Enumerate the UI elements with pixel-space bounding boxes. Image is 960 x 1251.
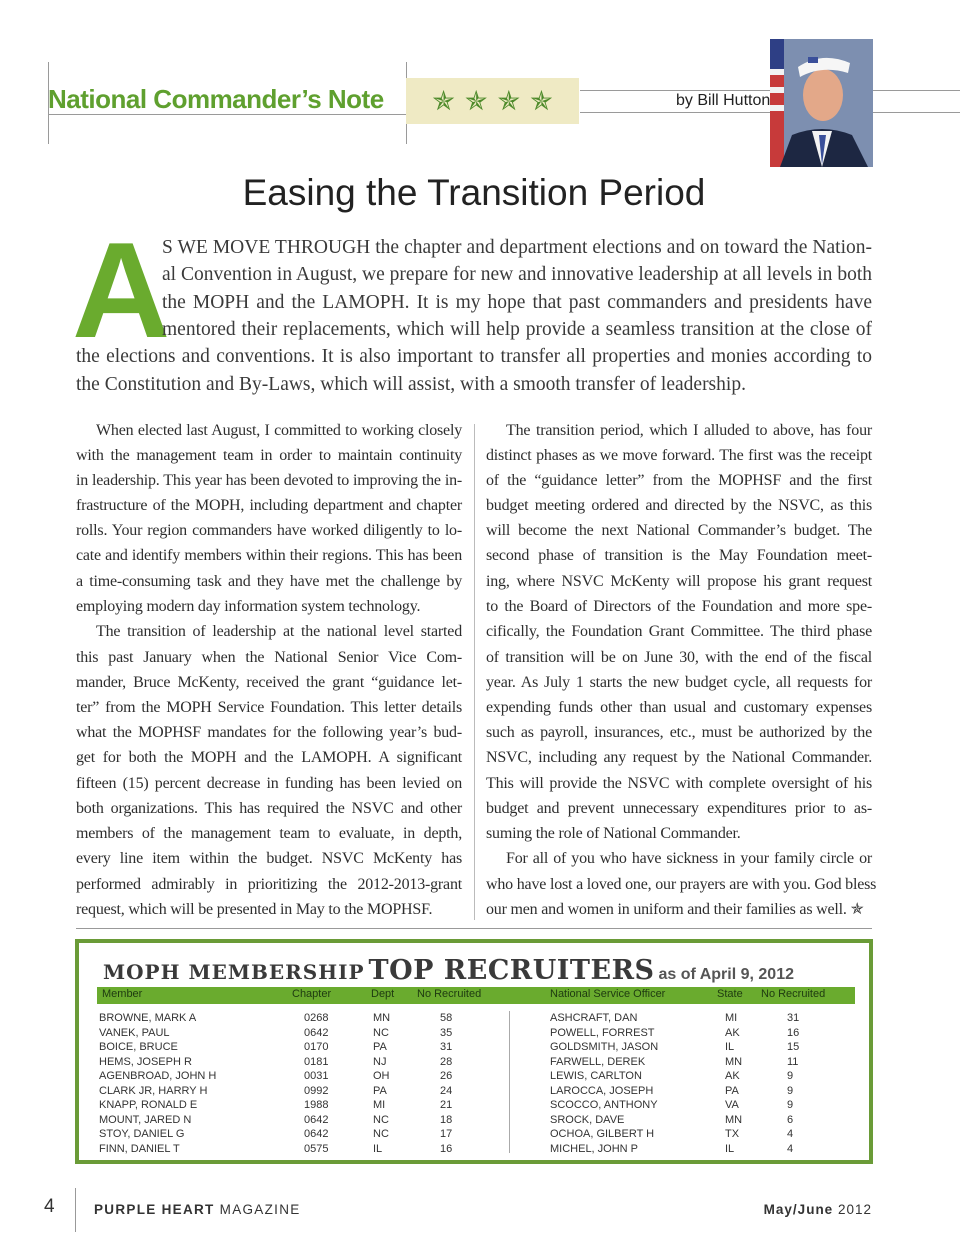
col-header-member: Member <box>102 988 143 1000</box>
body-line: both organizations. This has required the NSVC and other <box>76 800 462 817</box>
officer-state: MN <box>725 1055 743 1068</box>
officer-state: AK <box>725 1070 740 1082</box>
col-header-officer: National Service Officer <box>550 988 666 1000</box>
body-line: a time-consuming task and they have met the challenge by <box>76 573 462 590</box>
member-name: FINN, DANIEL T <box>99 1142 180 1155</box>
lede-line: the elections and conventions. It is also important to transfer all properties and monies according to <box>76 346 872 367</box>
member-chapter: 1988 <box>304 1099 329 1111</box>
officer-recruited: 16 <box>787 1026 800 1039</box>
member-recruited: 18 <box>440 1113 453 1126</box>
lede-line: the MOPH and the LAMOPH. It is my hope that past commanders and presidents have <box>162 292 872 313</box>
article-title: Easing the Transition Period <box>242 172 706 213</box>
member-dept: OH <box>373 1070 390 1082</box>
officer-name: SCOCCO, ANTHONY <box>550 1099 658 1111</box>
member-dept: IL <box>373 1142 383 1155</box>
star-icon: ✯ <box>464 85 488 117</box>
officer-state: TX <box>725 1128 740 1140</box>
body-line: what the MOPHSF mandates for the following year’s bud- <box>76 724 462 741</box>
body-line: to the Board of Directors of the Foundation and more spe- <box>486 598 872 615</box>
officer-recruited: 31 <box>787 1012 800 1024</box>
body-line: This will provide the NSVC with complete oversight of his <box>486 775 872 792</box>
body-line: ing, where NSVC McKenty will propose his grant request <box>486 573 872 590</box>
member-recruited: 16 <box>440 1142 453 1155</box>
officer-state: MI <box>725 1012 738 1024</box>
publication-name-rest: MAGAZINE <box>214 1202 301 1217</box>
lede-line: S WE MOVE THROUGH the chapter and department elections and on toward the Nation- <box>162 237 872 258</box>
officer-state: IL <box>725 1142 735 1155</box>
member-dept: NC <box>373 1026 389 1039</box>
member-recruited: 17 <box>440 1128 453 1140</box>
body-line: When elected last August, I committed to working closely <box>96 422 462 439</box>
member-dept: PA <box>373 1084 387 1097</box>
issue-date-bold: May/June <box>763 1202 834 1217</box>
member-dept: MI <box>373 1099 386 1111</box>
body-line: expending funds other than usual and customary expenses <box>486 699 872 716</box>
officer-name: LAROCCA, JOSEPH <box>550 1084 654 1097</box>
officer-name: OCHOA, GILBERT H <box>550 1128 655 1140</box>
body-line: cifically, the Foundation Grant Committee. The third phase <box>486 623 872 640</box>
body-line: budget and prevent unnecessary expenditures prior to as- <box>486 800 872 817</box>
body-line: employing modern day information system technology. <box>76 598 421 615</box>
body-line: who have lost a loved one, our prayers are with you. God bless <box>486 876 877 893</box>
body-line: The transition of leadership at the national level started <box>96 623 462 640</box>
body-line: The transition period, which I alluded to above, has four <box>506 422 872 439</box>
member-dept: NC <box>373 1128 389 1140</box>
member-recruited: 35 <box>440 1026 453 1039</box>
lede-line: the Constitution and By-Laws, which will assist, with a smooth transfer of leadership. <box>76 374 746 395</box>
body-line: get for both the MOPH and the LAMOPH. A significant <box>76 749 462 766</box>
member-recruited: 21 <box>440 1099 453 1111</box>
body-line: members of the management team to evaluate, in depth, <box>76 825 462 842</box>
top-recruiters-box <box>75 939 873 1164</box>
author-portrait <box>770 39 873 167</box>
footer-rule <box>75 1188 76 1232</box>
body-line: budget meeting ordered and directed by the NSVC, as this <box>486 497 872 514</box>
member-chapter: 0170 <box>304 1041 329 1053</box>
body-line: frastructure of the MOPH, including department and chapter <box>76 497 462 514</box>
issue-date-rest: 2012 <box>833 1202 872 1217</box>
body-line: distinct phases as we move forward. The first was the receipt <box>486 447 872 464</box>
officer-name: ASHCRAFT, DAN <box>550 1012 638 1024</box>
recruiters-date: as of April 9, 2012 <box>658 966 794 983</box>
member-name: KNAPP, RONALD E <box>99 1099 198 1111</box>
body-line: year. As July 1 starts the new budget cycle, all requests for <box>486 674 872 691</box>
col-header-recruited-2: No Recruited <box>761 988 826 1000</box>
officer-recruited: 9 <box>787 1070 794 1082</box>
member-name: CLARK JR, HARRY H <box>99 1084 208 1097</box>
officer-recruited: 6 <box>787 1113 794 1126</box>
table-divider <box>509 1011 510 1153</box>
officer-name: SROCK, DAVE <box>550 1113 625 1126</box>
officer-state: PA <box>725 1084 739 1097</box>
officer-recruited: 15 <box>787 1041 800 1053</box>
body-line: second phase of transition is the May Foundation meet- <box>486 547 872 564</box>
byline: by Bill Hutton <box>676 92 771 109</box>
body-line: For all of you who have sickness in your family circle or <box>506 850 872 867</box>
member-name: AGENBROAD, JOHN H <box>99 1070 217 1082</box>
officer-recruited: 9 <box>787 1099 794 1111</box>
member-name: MOUNT, JARED N <box>99 1113 192 1126</box>
officer-state: IL <box>725 1041 735 1053</box>
member-name: STOY, DANIEL G <box>99 1128 185 1140</box>
member-chapter: 0575 <box>304 1142 329 1155</box>
table-header-bar <box>97 987 855 1004</box>
body-line: cate and identify members within their regions. This has been <box>76 547 462 564</box>
star-icon: ✯ <box>497 85 521 117</box>
officer-name: MICHEL, JOHN P <box>550 1142 639 1155</box>
officer-recruited: 9 <box>787 1084 794 1097</box>
officer-state: MN <box>725 1113 743 1126</box>
body-line: this past January when the National Senior Vice Com- <box>76 649 462 666</box>
star-icon: ✯ <box>432 85 455 117</box>
col-header-recruited: No Recruited <box>417 988 482 1000</box>
lede-line: mentored their replacements, which will help provide a seamless transition at the close of <box>162 319 872 340</box>
body-line: mander, Bruce McKenty, received the grant “guidance let- <box>76 674 462 691</box>
officer-state: VA <box>725 1099 739 1111</box>
star-icon: ✯ <box>530 85 553 117</box>
body-line: rolls. Your region commanders have worked diligently to lo- <box>76 522 462 539</box>
col-header-dept: Dept <box>371 988 395 1000</box>
member-name: BOICE, BRUCE <box>99 1041 178 1053</box>
body-line: request, which will be presented in May to the MOPHSF. <box>76 901 433 918</box>
member-dept: NC <box>373 1113 389 1126</box>
member-dept: MN <box>373 1012 391 1024</box>
member-recruited: 26 <box>440 1070 453 1082</box>
member-dept: NJ <box>373 1055 387 1068</box>
recruiters-title-prefix: MOPH MEMBERSHIP <box>103 960 365 984</box>
body-line: with the management team in order to maintain continuity <box>76 447 462 464</box>
member-name: BROWNE, MARK A <box>99 1012 197 1024</box>
body-line: such as payroll, insurances, etc., must be authorized by the <box>486 724 872 741</box>
officer-state: AK <box>725 1026 740 1039</box>
body-line: NSVC, including any request by the National Commander. <box>486 749 872 766</box>
issue-date <box>764 1202 872 1217</box>
body-line: every line item within the budget. NSVC McKenty has <box>76 850 462 867</box>
stars-banner <box>406 78 579 124</box>
lede-line: al Convention in August, we prepare for new and innovative leadership at all levels in both <box>162 264 872 285</box>
body-line: of the “guidance letter” from the MOPHSF and the first <box>486 472 872 489</box>
member-chapter: 0642 <box>304 1026 329 1039</box>
body-line: suming the role of National Commander. <box>486 825 741 842</box>
member-chapter: 0642 <box>304 1113 329 1126</box>
officer-name: FARWELL, DEREK <box>550 1055 646 1068</box>
body-line: will become the next National Commander’s budget. The <box>486 522 872 539</box>
article-end-rule <box>76 928 872 929</box>
member-name: HEMS, JOSEPH R <box>99 1055 192 1068</box>
body-line: ter” from the MOPH Service Foundation. This letter details <box>76 699 462 716</box>
member-chapter: 0031 <box>304 1070 329 1082</box>
col-header-chapter: Chapter <box>292 988 332 1000</box>
column-divider <box>474 424 475 920</box>
recruiters-title <box>103 955 794 986</box>
body-line: of transition will be on June 30, with the end of the fiscal <box>486 649 872 666</box>
officer-recruited: 4 <box>787 1128 794 1140</box>
section-title: National Commander’s Note <box>48 84 384 114</box>
body-line: our men and women in uniform and their families as well. ✯ <box>486 901 864 918</box>
body-line: fifteen (15) percent decrease in funding has been levied on <box>76 775 462 792</box>
col-header-state: State <box>717 988 743 1000</box>
member-dept: PA <box>373 1041 387 1053</box>
member-name: VANEK, PAUL <box>99 1026 170 1039</box>
publication-name-bold: PURPLE HEART <box>94 1202 215 1217</box>
officer-recruited: 11 <box>787 1055 799 1068</box>
body-line: performed admirably in prioritizing the 2012-2013-grant <box>76 876 462 893</box>
member-recruited: 28 <box>440 1055 453 1068</box>
officer-name: GOLDSMITH, JASON <box>550 1041 659 1053</box>
officer-recruited: 4 <box>787 1142 794 1155</box>
drop-cap: A <box>72 214 171 366</box>
officer-name: LEWIS, CARLTON <box>550 1070 642 1082</box>
member-chapter: 0642 <box>304 1128 329 1140</box>
officer-name: POWELL, FORREST <box>550 1026 655 1039</box>
member-recruited: 24 <box>440 1084 453 1097</box>
recruiters-title-main: TOP RECRUITERS <box>368 955 655 986</box>
member-chapter: 0992 <box>304 1084 329 1097</box>
page-number: 4 <box>44 1196 55 1217</box>
member-chapter: 0268 <box>304 1012 329 1024</box>
member-recruited: 31 <box>440 1041 453 1053</box>
publication-name <box>94 1202 301 1217</box>
member-recruited: 58 <box>440 1012 453 1024</box>
member-chapter: 0181 <box>304 1055 329 1068</box>
body-line: in leadership. This year has been devoted to improving the in- <box>76 472 462 489</box>
